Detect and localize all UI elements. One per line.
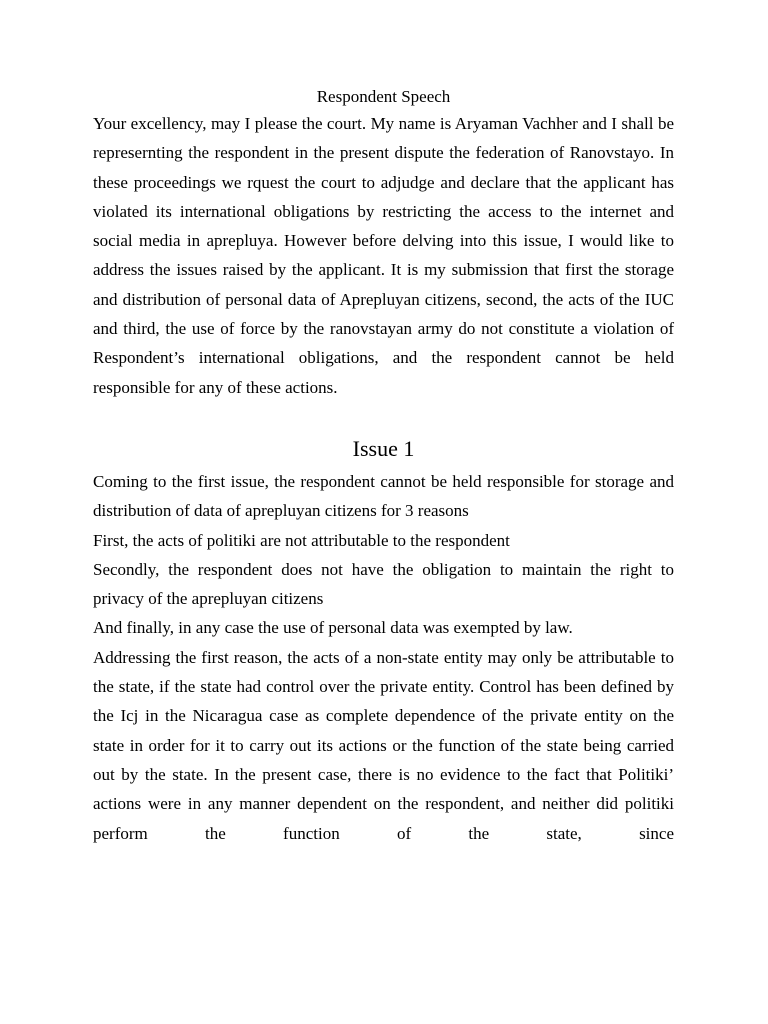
issue-1-body: Addressing the first reason, the acts of a non-state entity may only be attributable to the state, if the state had control over the private entity. Control has been defined by the Icj in the Nicaragua case as complete dependence of the private entity on the state in order for it to carry out its actions or the function of the state being carried out by the state. In the present case, there is no evidence to the fact that Politiki’ actions were in any manner dependent on the respondent, and neither did politiki perform the function of the state, since: [93, 647, 674, 843]
issue-1-heading: Issue 1: [352, 435, 415, 461]
issue-1-lead: Coming to the first issue, the respondent cannot be held responsible for storage and distribution of data of aprepluyan citizens for 3 reasons: [93, 471, 674, 521]
issue-1-reason-3: And finally, in any case the use of personal data was exempted by law.: [93, 618, 573, 638]
document-page: [93, 85, 674, 848]
issue-1-reason-1: First, the acts of politiki are not attributable to the respondent: [93, 530, 510, 550]
document-title: Respondent Speech: [316, 87, 451, 106]
intro-paragraph: Your excellency, may I please the court. My name is Aryaman Vachher and I shall be represernting the respondent in the present dispute the federation of Ranovstayo. In these proceedings we rquest the court to adjudge and declare that the applicant has violated its international obligations by restricting the access to the internet and social media in aprepluya. However before delving into this issue, I would like to address the issues raised by the applicant. It is my submission that first the storage and distribution of personal data of Aprepluyan citizens, second, the acts of the IUC and third, the use of force by the ranovstayan army do not constitute a violation of Respondent’s international obligations, and the respondent cannot be held responsible for any of these actions.: [93, 114, 674, 397]
issue-1-reason-2: Secondly, the respondent does not have the obligation to maintain the right to privacy of the aprepluyan citizens: [93, 559, 674, 609]
